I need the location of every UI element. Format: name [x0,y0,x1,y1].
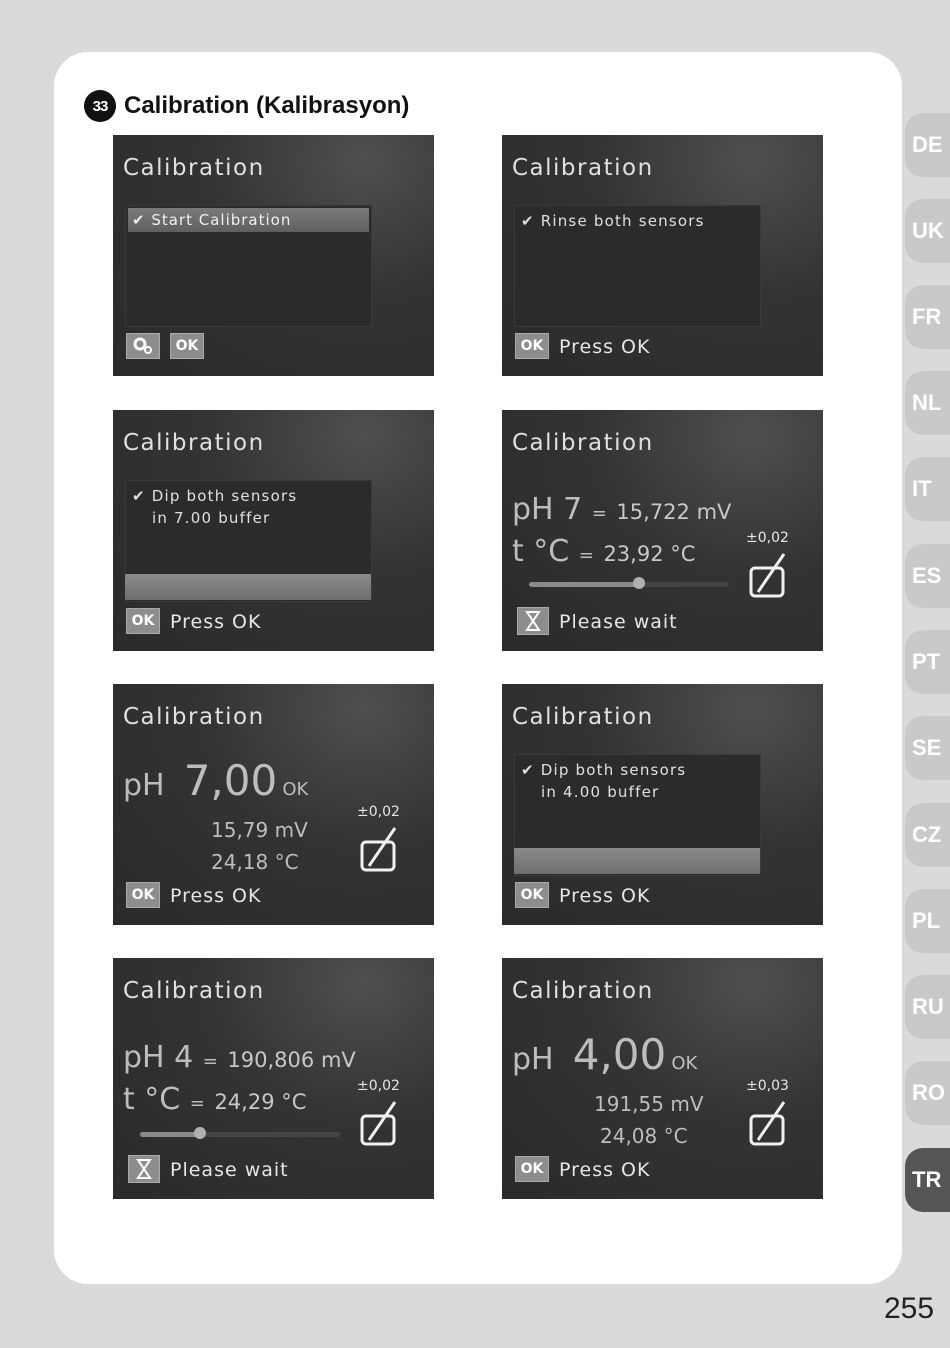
hourglass-icon [129,1156,159,1182]
instruction-text [521,759,686,803]
slider-fill [140,1132,200,1137]
ok-button[interactable]: OK [170,333,204,359]
probe-icon [748,550,788,600]
instruction-line-2: in 4.00 buffer [541,783,660,801]
section-heading [84,90,409,122]
language-tab-es[interactable]: ES [905,544,950,608]
footer-text: Press OK [559,1159,651,1181]
footer-text: Please wait [559,611,678,633]
temp-reading-line [512,534,695,569]
screen-measuring-ph7 [502,410,823,651]
temp-value: 23,92 °C [603,542,696,566]
tolerance-value: ±0,02 [357,804,400,820]
section-title: Calibration (Kalibrasyon) [124,92,410,119]
screen-title: Calibration [512,978,654,1004]
screen-title: Calibration [512,704,654,730]
temp-value: 24,18 °C [211,850,299,874]
ph-label: pH [123,768,165,803]
stability-slider [140,1132,340,1137]
footer-text: Press OK [170,611,262,633]
probe-icon [359,1098,399,1148]
wait-indicator [128,1155,160,1183]
tolerance-value: ±0,02 [357,1078,400,1094]
progress-bar [514,848,760,874]
language-tab-uk[interactable]: UK [905,199,950,263]
temp-label: t °C [123,1082,181,1117]
equals-sign: = [189,1093,205,1114]
footer-text: Press OK [559,885,651,907]
language-tab-pl[interactable]: PL [905,889,950,953]
temp-value: 24,29 °C [214,1090,307,1114]
ph-value: 4,00 [572,1030,667,1079]
ok-button[interactable]: OK [515,882,549,908]
ph-value: 7,00 [183,756,278,805]
screen-title: Calibration [123,155,265,181]
section-number-badge: 33 [84,90,116,122]
screen-result-ph4 [502,958,823,1199]
temp-label: t °C [512,534,570,569]
footer-text: Please wait [170,1159,289,1181]
language-tab-se[interactable]: SE [905,716,950,780]
temp-reading-line [123,1082,306,1117]
settings-button[interactable] [126,333,160,359]
screen-dip-4 [502,684,823,925]
slider-knob [633,577,645,589]
slider-knob [194,1127,206,1139]
page-number: 255 [884,1292,935,1325]
ph-label: pH 7 [512,492,583,527]
wait-indicator [517,607,549,635]
ok-button[interactable]: OK [126,882,160,908]
language-tab-nl[interactable]: NL [905,371,950,435]
screen-title: Calibration [512,430,654,456]
temp-value: 24,08 °C [600,1124,688,1148]
mv-value: 191,55 mV [594,1092,704,1116]
ph-ok-label: OK [282,779,309,800]
menu-item-start-calibration[interactable]: ✔ Start Calibration [128,208,369,232]
instruction-line-2: in 7.00 buffer [152,509,271,527]
mv-value: 15,79 mV [211,818,308,842]
ph-reading-line [123,1040,356,1075]
mv-value: 190,806 mV [227,1048,356,1072]
equals-sign: = [578,545,594,566]
screen-title: Calibration [512,155,654,181]
instruction-text [132,485,297,529]
menu-box [125,205,372,327]
ph-result-line [512,1030,697,1079]
tolerance-value: ±0,02 [746,530,789,546]
instruction-line-1: ✔ Dip both sensors [132,487,298,505]
message-box [514,205,761,327]
language-tab-pt[interactable]: PT [905,630,950,694]
gear-icon [127,334,159,358]
probe-icon [748,1098,788,1148]
ok-button[interactable]: OK [515,333,549,359]
ph-result-line [123,756,308,805]
ph-ok-label: OK [671,1053,698,1074]
screen-result-ph7 [113,684,434,925]
mv-value: 15,722 mV [616,500,732,524]
ok-button[interactable]: OK [515,1156,549,1182]
probe-icon [359,824,399,874]
equals-sign: = [202,1051,218,1072]
hourglass-icon [518,608,548,634]
stability-slider [529,582,729,587]
screen-title: Calibration [123,430,265,456]
footer-text: Press OK [559,336,651,358]
language-tab-it[interactable]: IT [905,457,950,521]
ph-label: pH 4 [123,1040,194,1075]
screen-start-calibration [113,135,434,376]
screen-rinse-sensors [502,135,823,376]
ok-button[interactable]: OK [126,608,160,634]
language-tab-tr[interactable]: TR [905,1148,950,1212]
language-tab-de[interactable]: DE [905,113,950,177]
footer-text: Press OK [170,885,262,907]
progress-bar [125,574,371,600]
screen-dip-7 [113,410,434,651]
slider-fill [529,582,639,587]
tolerance-value: ±0,03 [746,1078,789,1094]
screen-title: Calibration [123,978,265,1004]
equals-sign: = [591,503,607,524]
language-tab-ru[interactable]: RU [905,975,950,1039]
language-tab-cz[interactable]: CZ [905,803,950,867]
ph-reading-line [512,492,731,527]
instruction-text: ✔ Rinse both sensors [521,212,705,230]
ph-label: pH [512,1042,554,1077]
screen-title: Calibration [123,704,265,730]
language-tab-ro[interactable]: RO [905,1061,950,1125]
screen-measuring-ph4 [113,958,434,1199]
instruction-line-1: ✔ Dip both sensors [521,761,687,779]
language-tab-fr[interactable]: FR [905,285,950,349]
